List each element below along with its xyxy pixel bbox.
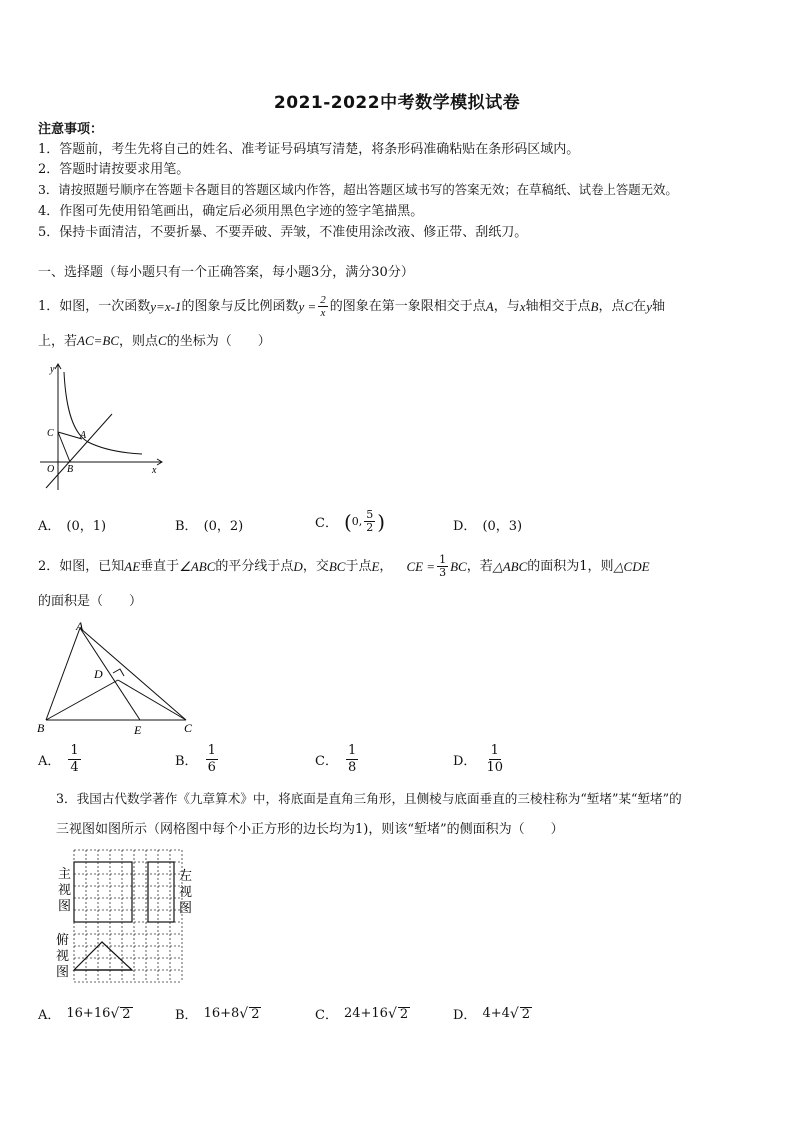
front-view-rect [74,862,132,922]
q1-text: ，点 [598,298,625,314]
radical-sign: √ [387,1005,397,1022]
q2-text: 2．如图，已知 [38,558,125,574]
option-fraction [364,509,375,534]
q1-text: 的图象在第一象限相交于点 [329,298,486,314]
q2-figure [36,618,201,740]
q1-text: ，则点 [119,334,159,349]
q1-text: 上，若 [38,334,78,349]
q3-figure [52,846,202,986]
ce-lhs: CE = [406,558,436,574]
fraction-numerator: 1 [439,553,447,566]
q3-option-b[interactable] [175,1004,261,1023]
q3-option-c[interactable] [315,1004,410,1023]
q1-option-c[interactable] [315,509,385,534]
option-text: (0，1) [66,519,107,534]
q1-recip-fraction [318,294,328,319]
q1-condition: AC=BC [77,333,120,348]
radical-sign: √ [509,1005,519,1022]
option-label: B． [175,519,198,534]
q2-line-1 [38,554,650,579]
segment-bc-label: BC [328,558,346,574]
q2-option-c[interactable] [315,743,360,776]
option-label: D． [453,519,477,534]
radicand: 2 [399,1006,409,1022]
q3-option-a[interactable] [38,1004,133,1023]
radicand: 2 [122,1006,131,1022]
option-fraction [68,743,80,776]
q1-text: 轴 [651,298,665,314]
option-label: D． [453,754,477,769]
fraction-numerator: 1 [70,743,79,758]
bisector-bd [46,680,118,720]
q1-text: 1．如图，一次函数 [38,298,151,314]
page-title: 2021-2022中考数学模拟试卷 [273,93,521,113]
radicand: 2 [251,1006,260,1022]
option-fraction [484,743,505,776]
q1-text: ，与 [493,298,520,314]
fig-point-d: D [94,667,103,681]
section-heading: 一、选择题（每小题只有一个正确答案，每小题3分，满分30分） [38,265,414,280]
q1-text: 的坐标为（ ） [166,334,271,349]
q1-option-d[interactable] [453,515,522,534]
q2-option-d[interactable] [453,743,507,776]
axis-label-y: y [50,364,55,375]
q2-text: 于点 [345,558,372,574]
q1-option-a[interactable] [38,515,106,534]
q2-text: 的平分线于点 [215,558,294,574]
q1-recip-lhs: y = [298,298,317,314]
reciprocal-curve [64,372,142,454]
segment-dc [118,680,186,720]
q2-text: 的面积为1，则 [527,558,614,574]
front-view-label-1: 主 [58,866,72,881]
point-c-label: C [624,298,634,314]
fig-point-a: A [80,430,87,441]
point-a-label: A [485,298,494,314]
fig-point-c: C [184,721,193,735]
fraction-denominator: 8 [347,760,357,775]
left-view-label-2: 视 [179,884,193,899]
option-label: C． [315,516,338,531]
q2-option-b[interactable] [175,743,220,776]
option-text: (0，2) [203,519,244,534]
x-var: x [519,298,526,314]
q1-option-b[interactable] [175,515,243,534]
fraction-denominator: 2 [366,521,374,534]
option-label: C． [315,754,338,769]
y-var: y [646,298,652,314]
fraction-denominator: 10 [486,760,503,775]
top-view-label-1: 俯 [56,932,70,947]
note-item-4: 4．作图可先使用铅笔画出，确定后必须用黑色字迹的签字笔描黑。 [38,204,424,219]
segment-ae-label: AE [124,558,141,574]
option-label: A． [38,1008,61,1023]
fraction-numerator: 2 [320,294,326,306]
radicand: 2 [521,1006,531,1022]
angle-abc-label: ∠ABC [179,558,216,574]
paren-open: ( [343,509,352,534]
paren-close: ) [377,509,386,534]
q2-text: ，交 [302,558,329,574]
point-d-label: D [293,558,303,574]
left-view-label-3: 图 [179,900,193,915]
q1-text: 的图象与反比例函数 [181,298,299,314]
origin-label: O [47,464,55,475]
top-view-label-3: 图 [56,964,70,979]
option-label: A． [38,754,61,769]
point-b-label: B [590,298,599,314]
q1-text: 轴相交于点 [525,298,591,314]
q1-linear-expr: y=x-1 [150,298,182,314]
fig-point-a: A [76,619,84,633]
right-angle-mark [113,669,124,676]
note-item-2: 2．答题时请按要求用笔。 [38,162,190,177]
segment-bc-label: BC [450,558,467,574]
option-label: B． [175,1008,198,1023]
q2-line-2: 的面积是（ ） [38,594,143,609]
fig-point-c: C [47,428,54,439]
fraction-numerator: 1 [490,743,499,758]
point-e-label: E [371,558,380,574]
q2-fraction [437,554,448,579]
option-text: 0, [351,515,363,528]
side-ab [46,628,80,720]
point-c-label: C [158,333,167,348]
option-text: (0，3) [482,519,523,534]
q3-option-d[interactable] [453,1004,532,1023]
option-label: B． [175,754,198,769]
q2-text: 垂直于 [140,558,180,574]
q1-figure [38,362,168,494]
q1-text: 在 [633,298,647,314]
option-text: 24+16 [343,1006,388,1021]
fraction-numerator: 1 [347,743,357,758]
top-view-label-2: 视 [56,948,70,963]
segment-cb [58,432,70,462]
q3-line-1: 3．我国古代数学著作《九章算术》中，将底面是直角三角形，且侧棱与底面垂直的三棱柱称为“堑堵”某“堑堵”的 [56,791,682,806]
fig-point-b: B [67,464,74,475]
front-view-label-3: 图 [58,898,72,913]
option-label: A． [38,519,61,534]
fig-point-e: E [134,723,142,737]
note-item-1: 1．答题前，考生先将自己的姓名、准考证号码填写清楚，将条形码准确粘贴在条形码区域内。 [38,142,580,157]
q1-line-2 [38,332,271,351]
linear-function-line [46,414,112,488]
option-text: 16+8 [203,1006,240,1021]
fraction-denominator: 6 [207,760,216,775]
option-text: 4+4 [482,1006,510,1021]
fraction-numerator: 5 [366,508,374,521]
segment-ae [80,628,140,720]
notes-heading: 注意事项： [38,122,104,137]
q1-line-1 [38,294,665,319]
q3-line-2: 三视图如图所示（网格图中每个小正方形的边长均为1)，则该“堑堵”的侧面积为（ ） [56,822,564,837]
front-view-label-2: 视 [58,882,72,897]
option-label: C． [315,1008,338,1023]
left-view-label-1: 左 [179,868,193,883]
q2-text: ，若 [466,558,493,574]
triangle-abc-label: △ABC [492,558,528,574]
option-text: 16+16 [66,1006,111,1021]
radical-sign: √ [239,1005,249,1022]
note-item-5: 5．保持卡面清洁，不要折暴、不要弄破、弄皱，不准使用涂改液、修正带、刮纸刀。 [38,225,528,240]
triangle-cde-label: △CDE [613,558,650,574]
option-fraction [206,743,218,776]
q2-option-a[interactable] [38,743,83,776]
option-fraction [346,743,358,776]
note-item-3: 3．请按照题号顺序在答题卡各题目的答题区域内作答，超出答题区域书写的答案无效；在草稿纸、试卷上答题无效。 [38,182,678,197]
q2-text: ， [379,558,393,574]
fraction-denominator: x [320,307,326,319]
option-label: D． [453,1008,477,1023]
fraction-numerator: 1 [207,743,216,758]
dotted-grid [74,850,182,982]
radical-sign: √ [110,1005,120,1022]
axis-label-x: x [152,465,157,476]
fraction-denominator: 4 [70,760,79,775]
fraction-denominator: 3 [439,566,447,579]
fig-point-b: B [37,721,45,735]
